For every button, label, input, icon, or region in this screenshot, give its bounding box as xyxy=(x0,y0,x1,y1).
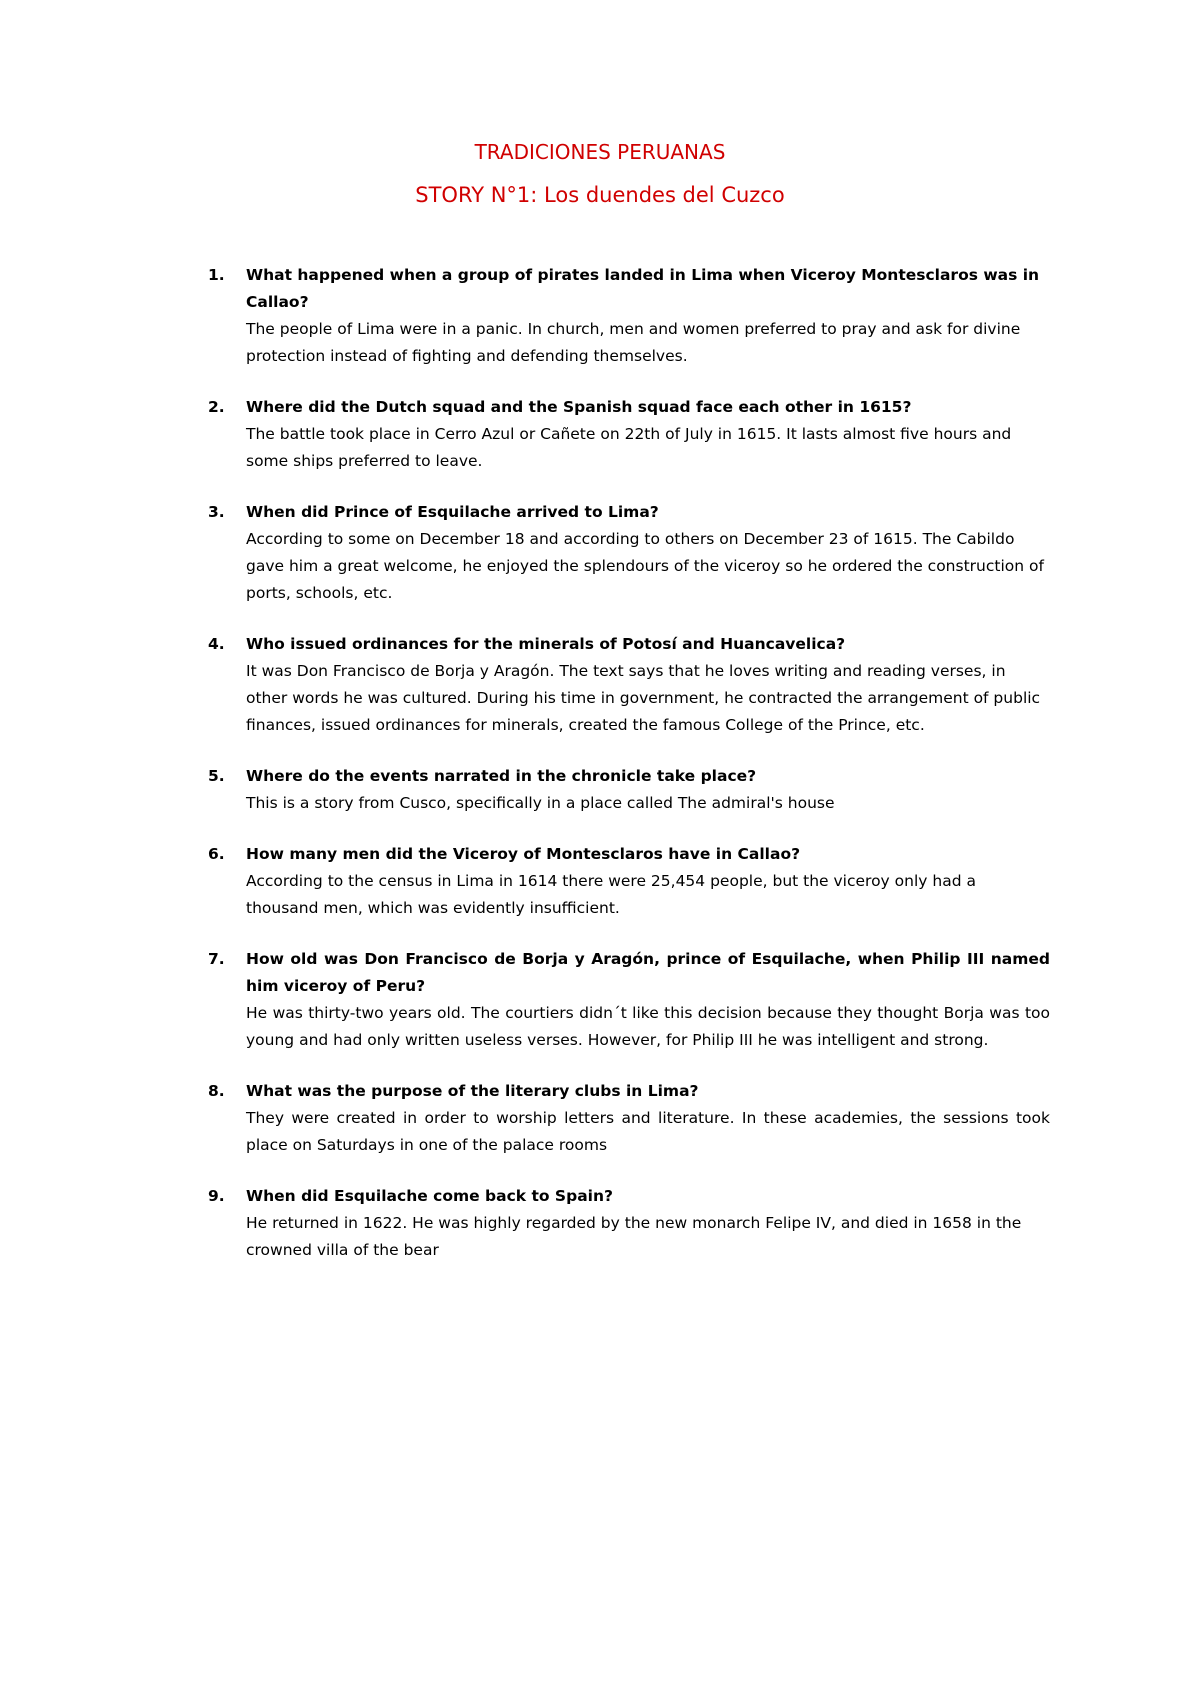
answer-text: The people of Lima were in a panic. In church, men and women preferred to pray and ask for divine protection instead of fighting and defending themselves. xyxy=(246,320,1021,365)
question-item-5 xyxy=(208,763,1050,817)
question-item-7 xyxy=(208,946,1050,1054)
question-text: What happened when a group of pirates landed in Lima when Viceroy Montesclaros was in Callao? xyxy=(246,266,1040,311)
question-item-9 xyxy=(208,1183,1050,1264)
answer-text: They were created in order to worship letters and literature. In these academies, the sessions took place on Saturdays in one of the palace rooms xyxy=(246,1109,1050,1154)
question-number: 2. xyxy=(208,398,225,416)
question-text: Where did the Dutch squad and the Spanish squad face each other in 1615? xyxy=(246,398,912,416)
question-number: 5. xyxy=(208,767,225,785)
answer-text: It was Don Francisco de Borja y Aragón. The text says that he loves writing and reading verses, in other words he was cultured. During his time in government, he contracted the arrangement of public finances, issued ordinances for minerals, created the famous College of the Prince, etc. xyxy=(246,662,1041,734)
question-text: When did Esquilache come back to Spain? xyxy=(246,1187,613,1205)
question-text: When did Prince of Esquilache arrived to Lima? xyxy=(246,503,659,521)
question-item-4 xyxy=(208,631,1050,739)
question-number: 8. xyxy=(208,1082,225,1100)
answer-text: He was thirty-two years old. The courtiers didn´t like this decision because they thought Borja was too young and had only written useless verses. However, for Philip III he was intelligent and strong. xyxy=(246,1004,1050,1049)
document-title: TRADICIONES PERUANAS xyxy=(474,140,726,164)
question-number: 4. xyxy=(208,635,225,653)
question-item-8 xyxy=(208,1078,1050,1159)
question-text: Who issued ordinances for the minerals of Potosí and Huancavelica? xyxy=(246,635,846,653)
question-item-3 xyxy=(208,499,1050,607)
question-number: 6. xyxy=(208,845,225,863)
answer-text: The battle took place in Cerro Azul or Cañete on 22th of July in 1615. It lasts almost five hours and some ships preferred to leave. xyxy=(246,425,1012,470)
question-item-6 xyxy=(208,841,1050,922)
answer-text: He returned in 1622. He was highly regarded by the new monarch Felipe IV, and died in 1658 in the crowned villa of the bear xyxy=(246,1214,1022,1259)
question-list xyxy=(208,262,1050,1264)
answer-text: According to some on December 18 and according to others on December 23 of 1615. The Cabildo gave him a great welcome, he enjoyed the splendours of the viceroy so he ordered the construction of ports, schools, etc. xyxy=(246,530,1044,602)
question-item-1 xyxy=(208,262,1050,370)
question-text: Where do the events narrated in the chronicle take place? xyxy=(246,767,757,785)
question-text: What was the purpose of the literary clubs in Lima? xyxy=(246,1082,699,1100)
answer-text: According to the census in Lima in 1614 there were 25,454 people, but the viceroy only had a thousand men, which was evidently insufficient. xyxy=(246,872,976,917)
answer-text: This is a story from Cusco, specifically in a place called The admiral's house xyxy=(246,794,835,812)
question-text: How old was Don Francisco de Borja y Aragón, prince of Esquilache, when Philip III named him viceroy of Peru? xyxy=(246,950,1050,995)
document-subtitle: STORY N°1: Los duendes del Cuzco xyxy=(415,183,785,207)
question-number: 3. xyxy=(208,503,225,521)
question-number: 1. xyxy=(208,266,225,284)
question-number: 9. xyxy=(208,1187,225,1205)
question-text: How many men did the Viceroy of Montesclaros have in Callao? xyxy=(246,845,801,863)
question-number: 7. xyxy=(208,950,225,968)
question-item-2 xyxy=(208,394,1050,475)
